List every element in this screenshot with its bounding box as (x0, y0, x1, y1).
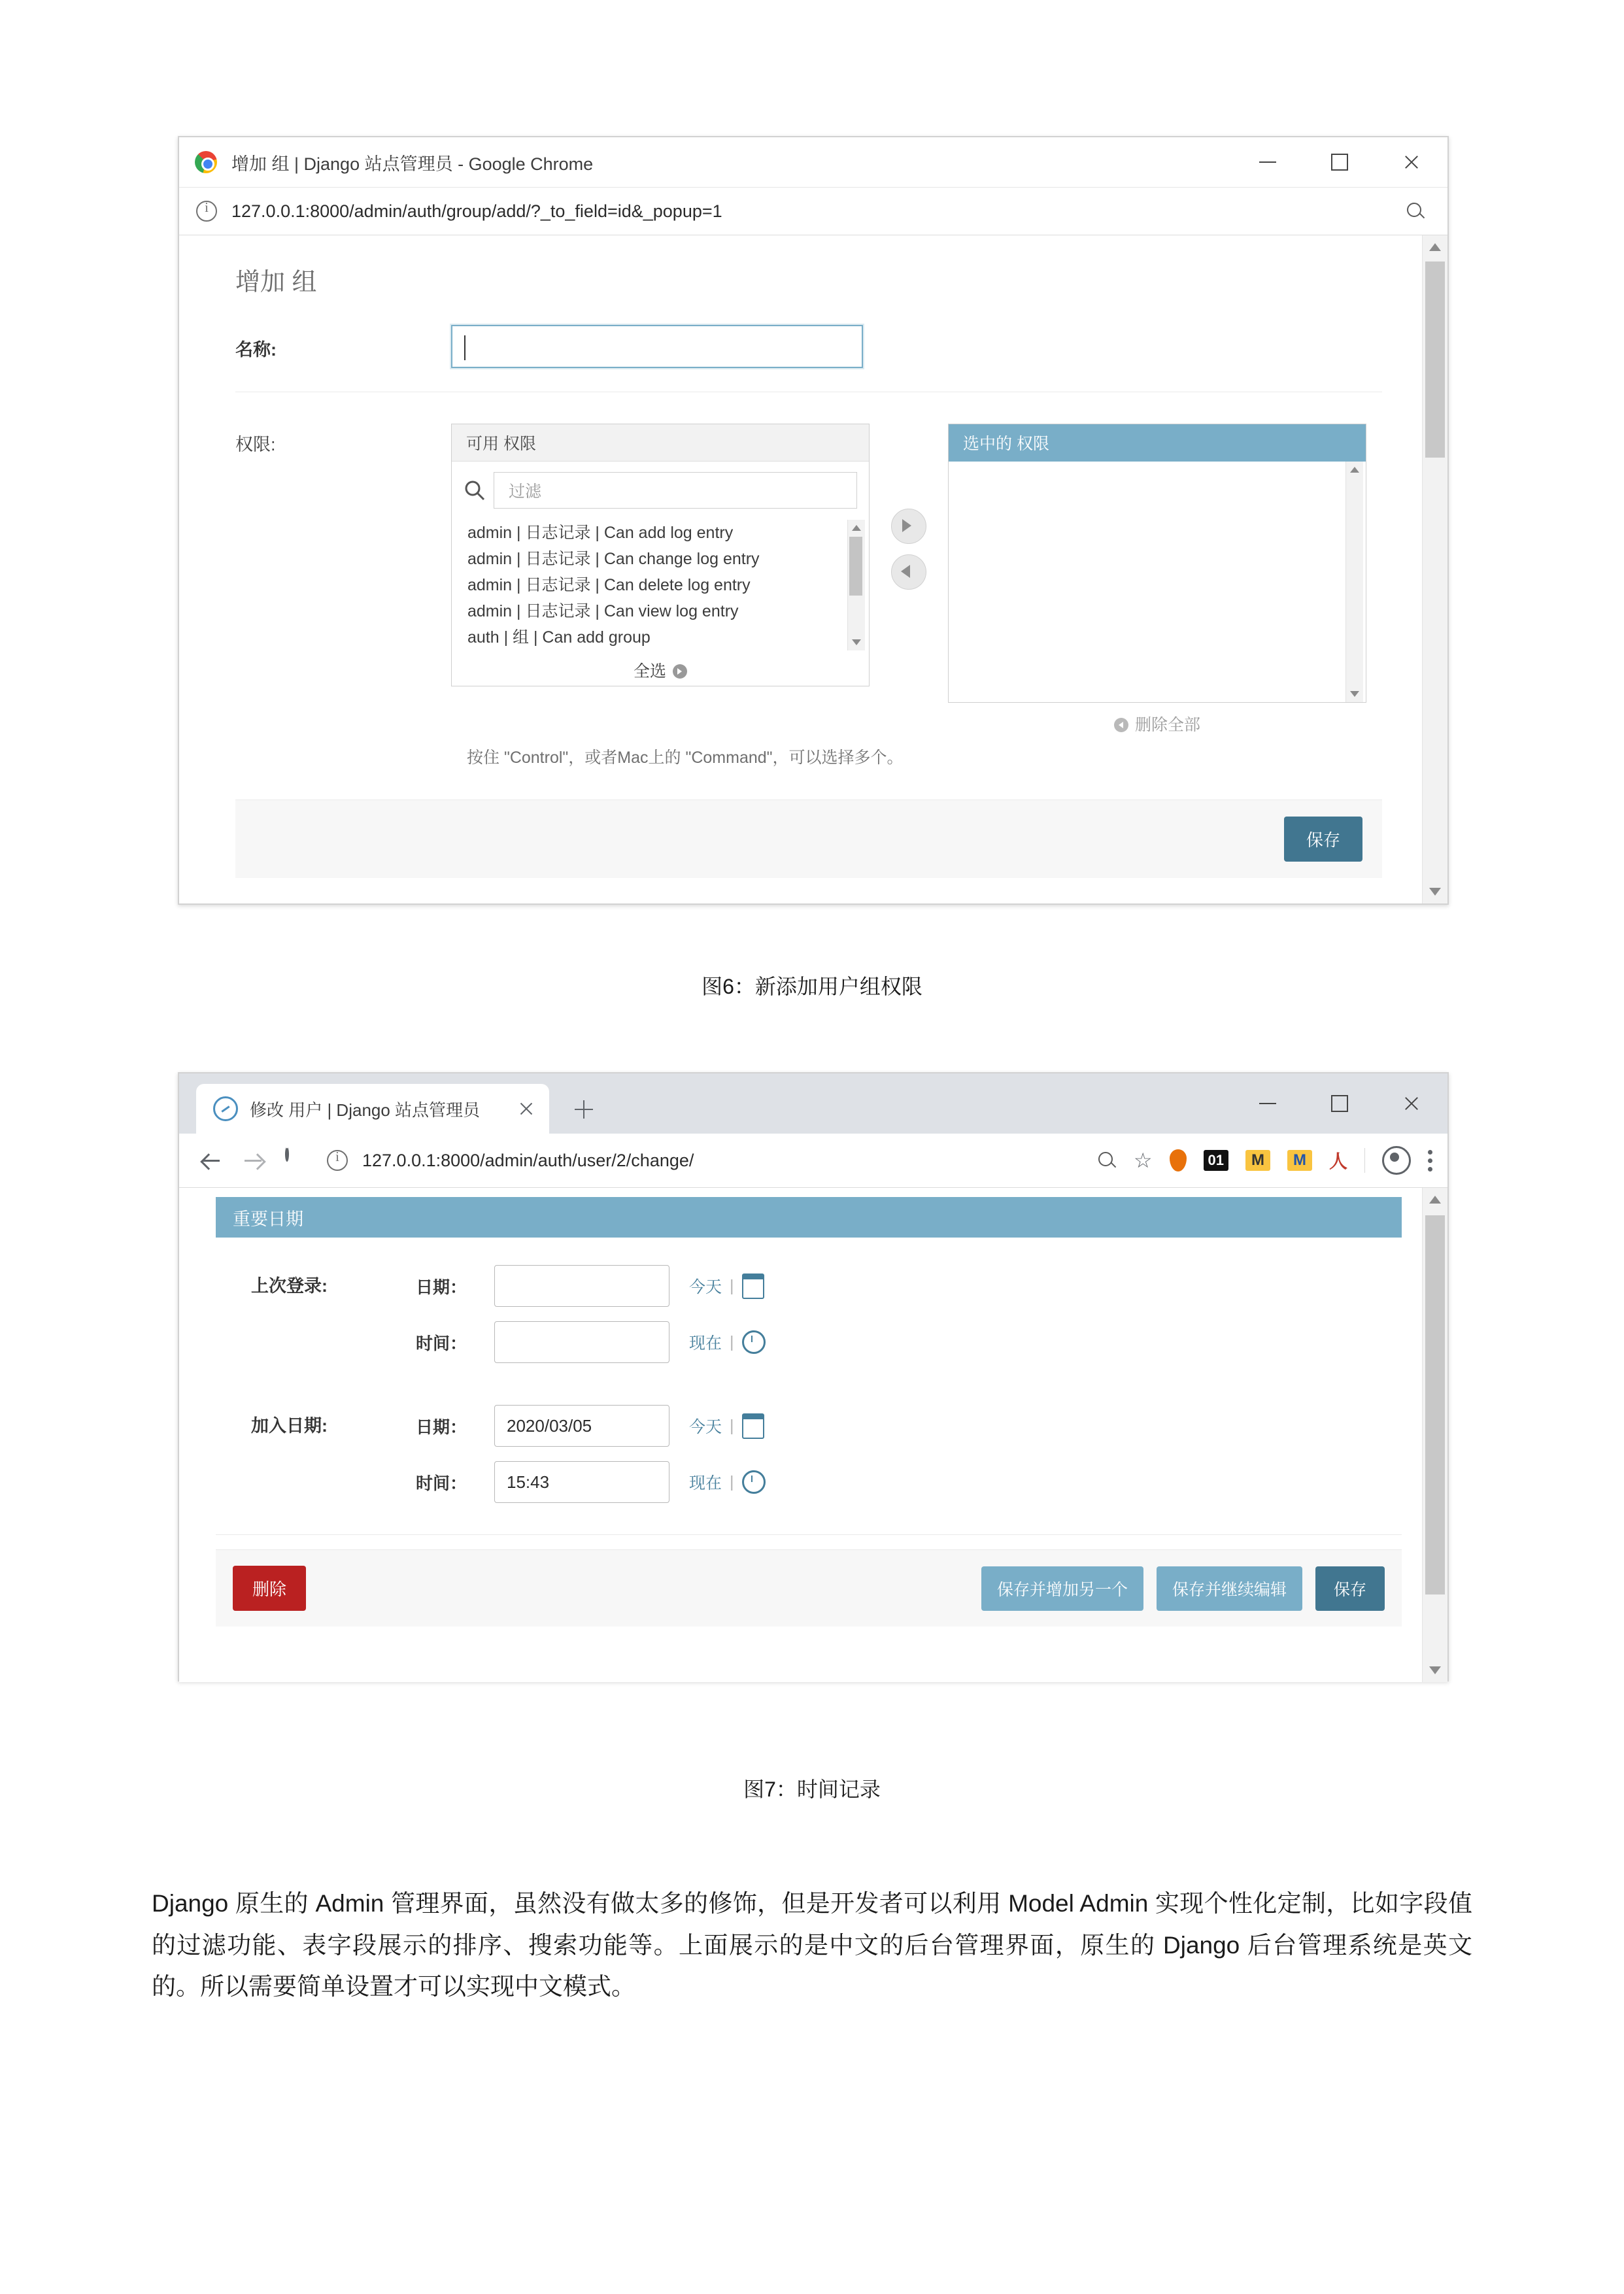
scroll-up-arrow-icon[interactable] (852, 525, 861, 531)
date-label: 日期： (416, 1277, 467, 1297)
fig7-address-bar (179, 1134, 1447, 1188)
available-permissions-box (451, 424, 870, 686)
scroll-down-arrow-icon[interactable] (1429, 888, 1441, 896)
extension-m1-icon[interactable]: M (1245, 1150, 1270, 1171)
tab-title: 修改 用户 | Django 站点管理员 (250, 1100, 481, 1120)
remove-all-button[interactable] (948, 703, 1366, 735)
fig7-page-scrollbar[interactable] (1422, 1188, 1447, 1682)
search-icon[interactable] (1406, 201, 1425, 221)
figure6-browser-window (178, 136, 1449, 905)
section-title: 重要日期 (216, 1197, 1402, 1238)
remove-all-label: 删除全部 (1134, 716, 1200, 734)
zoom-search-icon[interactable] (1097, 1151, 1117, 1170)
maximize-button[interactable] (1304, 137, 1376, 187)
body-paragraph: Django 原生的 Admin 管理界面，虽然没有做太多的修饰，但是开发者可以利用 Model Admin 实现个性化定制，比如字段值的过滤功能、表字段展示的排序、搜索功能等。上面展示的是中文的后台管理界面，原生的 Django 后台管理系统是英文的。所以需要简单设置才可以实现中文模式。 (152, 1890, 1472, 2000)
available-permissions-list[interactable] (453, 519, 868, 650)
date-joined-label: 加入日期: (251, 1416, 328, 1436)
name-label: 名称: (235, 340, 277, 360)
permissions-selector (451, 424, 1366, 703)
last-login-date-input[interactable] (494, 1265, 669, 1307)
divider: | (730, 1276, 734, 1295)
list-item[interactable]: admin | 日志记录 | Can view log entry (467, 602, 739, 620)
fig6-page-scrollbar[interactable] (1422, 235, 1447, 903)
date-label: 日期： (416, 1417, 467, 1437)
permissions-filter-input[interactable]: 过滤 (494, 472, 857, 509)
fig6-titlebar (179, 137, 1447, 188)
calendar-icon[interactable] (742, 1274, 764, 1299)
last-login-label: 上次登录: (251, 1276, 328, 1296)
django-favicon-icon (213, 1096, 238, 1121)
name-input[interactable] (451, 325, 863, 368)
fig6-url-text: 127.0.0.1:8000/admin/auth/group/add/?_to_field=id&_popup=1 (231, 201, 722, 221)
list-item[interactable]: auth | 组 | Can add group (467, 628, 651, 647)
scroll-down-arrow-icon[interactable] (1350, 691, 1359, 697)
permissions-help-text: 按住 "Control"，或者Mac上的 "Command"，可以选择多个。 (467, 749, 904, 767)
omnibox-icons (1080, 1134, 1434, 1187)
date-joined-time-input[interactable]: 15:43 (494, 1461, 669, 1503)
calendar-icon[interactable] (742, 1413, 764, 1439)
extension-01-icon[interactable]: 01 (1204, 1150, 1228, 1171)
scrollbar-thumb[interactable] (1425, 1215, 1445, 1594)
save-button[interactable]: 保存 (1284, 817, 1362, 862)
date-joined-field (196, 1405, 1421, 1517)
filter-row (452, 462, 869, 519)
reload-icon[interactable] (285, 1149, 309, 1172)
close-tab-icon[interactable] (516, 1099, 536, 1119)
site-info-icon[interactable] (327, 1150, 348, 1171)
figure7-caption: 图7：时间记录 (743, 1778, 881, 1801)
available-permissions-title: 可用 权限 (452, 424, 869, 462)
location-pin-icon[interactable] (1170, 1149, 1187, 1172)
time-label: 时间： (416, 1473, 467, 1493)
fig7-window-controls (1232, 1073, 1447, 1134)
save-button[interactable]: 保存 (1315, 1566, 1385, 1611)
select-all-label: 全选 (633, 662, 666, 681)
scroll-up-arrow-icon[interactable] (1429, 1196, 1441, 1204)
fig7-tab-strip (179, 1073, 1447, 1134)
last-login-date-row (416, 1265, 1421, 1307)
scrollbar-thumb[interactable] (1425, 261, 1445, 458)
delete-button[interactable]: 删除 (233, 1566, 306, 1611)
clock-icon[interactable] (742, 1330, 766, 1354)
permissions-label: 权限: (235, 435, 276, 454)
save-and-continue-button[interactable]: 保存并继续编辑 (1157, 1566, 1302, 1611)
scroll-down-arrow-icon[interactable] (852, 639, 861, 645)
fig7-form (196, 1188, 1421, 1682)
text-caret (464, 335, 465, 360)
date-joined-date-row (416, 1405, 1421, 1447)
minimize-button[interactable] (1232, 1073, 1304, 1134)
minimize-button[interactable] (1232, 137, 1304, 187)
fig6-page-body (179, 235, 1447, 903)
back-icon[interactable] (199, 1149, 222, 1172)
arrow-left-icon (1114, 718, 1128, 732)
divider: | (730, 1472, 734, 1491)
page-title: 增加 组 (235, 269, 317, 296)
extension-m2-icon[interactable]: M (1287, 1150, 1312, 1171)
search-icon (464, 479, 486, 501)
scrollbar-thumb[interactable] (849, 537, 862, 596)
transfer-buttons (870, 424, 948, 600)
name-field-row (196, 325, 1421, 368)
chrome-logo-icon (195, 151, 217, 173)
fig6-form (196, 235, 1421, 903)
chosen-permissions-box (948, 424, 1366, 703)
chosen-permissions-list[interactable] (949, 462, 1366, 702)
chosen-permissions-title: 选中的 权限 (949, 424, 1366, 462)
divider: | (730, 1332, 734, 1351)
select-all-button[interactable] (452, 650, 869, 686)
divider (1364, 1148, 1365, 1173)
new-tab-icon[interactable] (566, 1092, 601, 1127)
browser-tab[interactable] (196, 1084, 549, 1134)
fig6-address-bar[interactable] (179, 188, 1447, 235)
date-joined-date-input[interactable]: 2020/03/05 (494, 1405, 669, 1447)
fig7-page-body (179, 1188, 1447, 1682)
today-link[interactable]: 今天 (689, 1418, 722, 1436)
profile-avatar-icon[interactable] (1382, 1146, 1411, 1175)
figure6-caption: 图6：新添加用户组权限 (702, 975, 922, 998)
fig6-window-title: 增加 组 | Django 站点管理员 - Google Chrome (231, 154, 594, 174)
today-link[interactable]: 今天 (689, 1278, 722, 1296)
forward-icon[interactable] (242, 1149, 265, 1172)
save-and-add-another-button[interactable]: 保存并增加另一个 (981, 1566, 1143, 1611)
figure7-browser-window (178, 1072, 1449, 1681)
fig6-window-controls (1232, 137, 1447, 187)
last-login-time-row (416, 1321, 1421, 1363)
site-info-icon[interactable] (196, 201, 217, 222)
close-button[interactable] (1376, 1073, 1447, 1134)
maximize-button[interactable] (1304, 1073, 1376, 1134)
divider (216, 1534, 1402, 1535)
last-login-field (196, 1265, 1421, 1377)
time-label: 时间： (416, 1333, 467, 1353)
close-button[interactable] (1376, 137, 1447, 187)
list-item[interactable]: admin | 日志记录 | Can add log entry (467, 524, 734, 542)
scroll-up-arrow-icon[interactable] (1350, 467, 1359, 473)
remove-permission-button[interactable] (891, 554, 926, 590)
bookmark-star-icon[interactable]: ☆ (1133, 1149, 1153, 1172)
chrome-menu-icon[interactable] (1428, 1147, 1434, 1173)
fig7-url-text[interactable]: 127.0.0.1:8000/admin/auth/user/2/change/ (362, 1150, 694, 1170)
scroll-down-arrow-icon[interactable] (1429, 1666, 1441, 1674)
chosen-list-scrollbar[interactable] (1345, 462, 1363, 702)
list-item[interactable]: admin | 日志记录 | Can change log entry (467, 550, 760, 568)
available-list-scrollbar[interactable] (847, 520, 865, 650)
extension-pdf-icon[interactable]: 人 (1328, 1151, 1347, 1172)
permissions-field-row (196, 420, 1421, 703)
last-login-time-input[interactable] (494, 1321, 669, 1363)
date-joined-time-row (416, 1461, 1421, 1503)
arrow-right-icon (673, 664, 687, 679)
divider: | (730, 1416, 734, 1435)
now-link[interactable]: 现在 (689, 1474, 722, 1493)
list-item[interactable]: admin | 日志记录 | Can delete log entry (467, 576, 751, 594)
scroll-up-arrow-icon[interactable] (1429, 243, 1441, 251)
fig6-form-footer (235, 800, 1382, 878)
add-permission-button[interactable] (891, 509, 926, 544)
now-link[interactable]: 现在 (689, 1334, 722, 1353)
clock-icon[interactable] (742, 1470, 766, 1494)
fig7-form-footer (216, 1549, 1402, 1627)
